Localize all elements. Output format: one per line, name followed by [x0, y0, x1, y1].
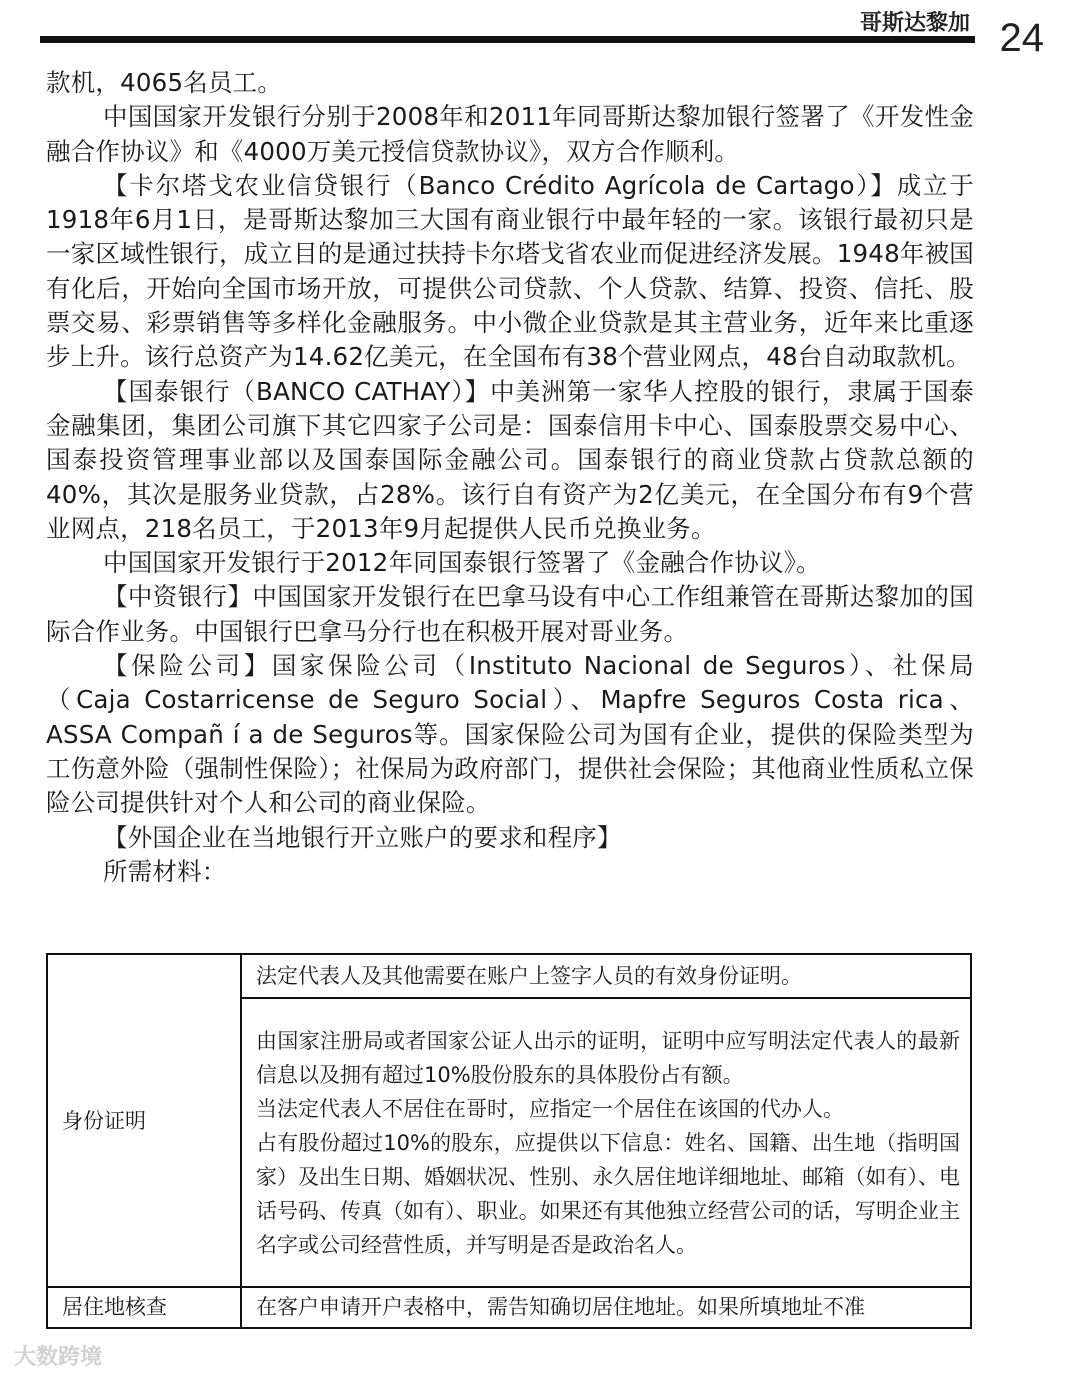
paragraph-continuation: 款机，4065名员工。 [46, 68, 283, 97]
body-text [46, 66, 974, 889]
residence-label-cell: 居住地核查 [47, 1287, 241, 1328]
watermark-logo: 大数跨境 [14, 1345, 103, 1370]
residence-text-cell: 在客户申请开户表格中，需告知确切居住地址。如果所填地址不准 [241, 1287, 971, 1328]
required-materials-table [46, 953, 972, 1329]
identity-row2-line: 当法定代表人不居住在哥时，应指定一个居住在该国的代办人。 [256, 1096, 844, 1121]
materials-label: 所需材料： [103, 856, 227, 886]
paragraph-chinese-banks: 【中资银行】中国国家开发银行在巴拿马设有中心工作组兼管在哥斯达黎加的国际合作业务。中国银行巴拿马分行也在积极开展对哥业务。 [46, 582, 974, 646]
identity-row2-line: 由国家注册局或者国家公证人出示的证明，证明中应写明法定代表人的最新信息以及拥有超过10%股份股东的具体股份占有额。 [256, 1028, 960, 1087]
page-header [0, 0, 1080, 60]
paragraph-insurance: 【保险公司】国家保险公司（Instituto Nacional de Seguros）、社保局（Caja Costarricense de Seguro Social）、Mapfre Seguros Costa rica、ASSA Compañ í a de Seguros等。国家保险公司为国有企业，提供的保险类型为工伤意外险（强制性保险）；社保局为政府部门，提供社会保险；其他商业性质私立保险公司提供针对个人和公司的商业保险。 [46, 651, 974, 818]
identity-row1-text: 法定代表人及其他需要在账户上签字人员的有效身份证明。 [256, 964, 802, 988]
section-heading-account-opening: 【外国企业在当地银行开立账户的要求和程序】 [103, 822, 622, 852]
header-rule [40, 36, 975, 43]
page-number: 24 [999, 16, 1044, 60]
identity-label-cell: 身份证明 [47, 954, 241, 1287]
table-row [47, 1287, 971, 1328]
identity-row1-cell [241, 954, 971, 998]
identity-row2-cell [241, 998, 971, 1287]
paragraph-cartago-bank: 【卡尔塔戈农业信贷银行（Banco Crédito Agrícola de Cartago）】成立于1918年6月1日，是哥斯达黎加三大国有商业银行中最年轻的一家。该银行最初只是一家区域性银行，成立目的是通过扶持卡尔塔戈省农业而促进经济发展。1948年被国有化后，开始向全国市场开放，可提供公司贷款、个人贷款、结算、投资、信托、股票交易、彩票销售等多样化金融服务。中小微企业贷款是其主营业务，近年来比重逐步上升。该行总资产为14.62亿美元，在全国布有38个营业网点，48台自动取款机。 [46, 170, 974, 372]
paragraph-cdb-agreements: 中国国家开发银行分别于2008年和2011年同哥斯达黎加银行签署了《开发性金融合作协议》和《4000万美元授信贷款协议》，双方合作顺利。 [46, 102, 974, 166]
identity-row2-line: 占有股份超过10%的股东，应提供以下信息：姓名、国籍、出生地（指明国家）及出生日期、婚姻状况、性别、永久居住地详细地址、邮箱（如有）、电话号码、传真（如有）、职业。如果还有其他独立经营公司的话，写明企业主名字或公司经营性质，并写明是否是政治名人。 [256, 1130, 960, 1257]
table-row [47, 954, 971, 998]
paragraph-cathay-bank: 【国泰银行（BANCO CATHAY）】中美洲第一家华人控股的银行，隶属于国泰金融集团，集团公司旗下其它四家子公司是：国泰信用卡中心、国泰股票交易中心、国泰投资管理事业部以及国泰国际金融公司。国泰银行的商业贷款占贷款总额的40%，其次是服务业贷款，占28%。该行自有资产为2亿美元，在全国分布有9个营业网点，218名员工，于2013年9月起提供人民币兑换业务。 [46, 376, 974, 543]
running-header-title: 哥斯达黎加 [859, 11, 970, 36]
paragraph-cathay-agreement: 中国国家开发银行于2012年同国泰银行签署了《金融合作协议》。 [103, 548, 821, 578]
